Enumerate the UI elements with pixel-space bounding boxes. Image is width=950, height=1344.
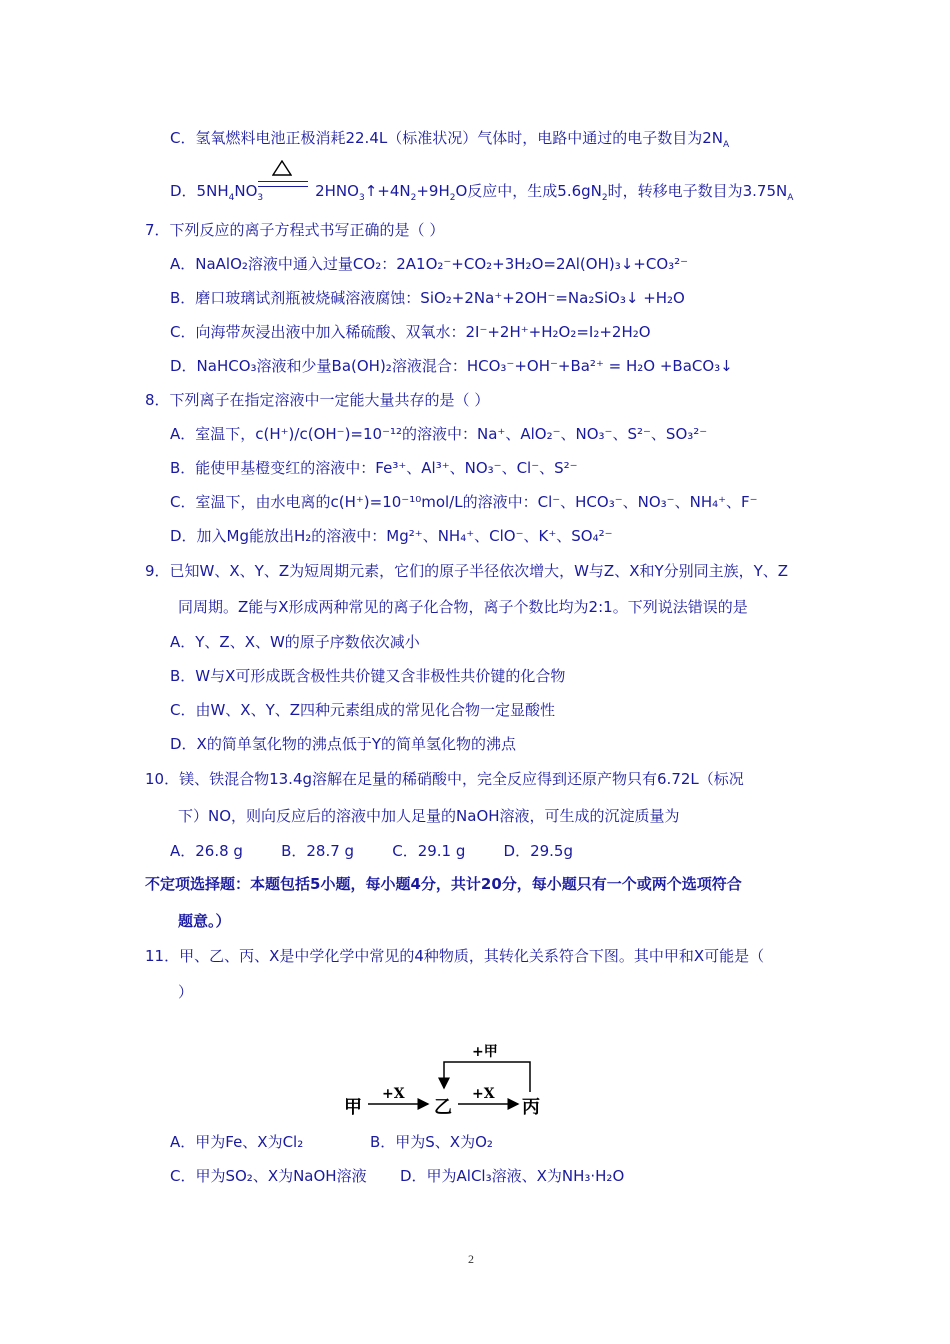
q8-option-d: D．加入Mg能放出H₂的溶液中：Mg²⁺、NH₄⁺、ClO⁻、K⁺、SO₄²⁻ — [170, 527, 613, 545]
q7-option-b: B．磨口玻璃试剂瓶被烧碱溶液腐蚀：SiO₂+2Na⁺+2OH⁻=Na₂SiO₃↓ +H₂O — [170, 289, 685, 307]
arrow2-label: +X — [472, 1086, 495, 1102]
section-heading-line1: 不定项选择题：本题包括5小题，每小题4分，共计20分，每小题只有一个或两个选项符合 — [145, 875, 742, 893]
conversion-diagram — [340, 1040, 550, 1120]
q7-stem: 7．下列反应的离子方程式书写正确的是（ ） — [145, 221, 445, 239]
section-heading-line2: 题意。） — [178, 912, 231, 930]
q9-option-a: A．Y、Z、X、W的原子序数依次减小 — [170, 633, 420, 651]
q10-stem-line2: 下）NO，则向反应后的溶液中加人足量的NaOH溶液，可生成的沉淀质量为 — [178, 807, 680, 825]
node-bing: 丙 — [522, 1097, 540, 1118]
loop-label: +甲 — [472, 1044, 498, 1060]
arrow1-label: +X — [382, 1086, 405, 1102]
q9-option-c: C．由W、X、Y、Z四种元素组成的常见化合物一定显酸性 — [170, 701, 556, 719]
q8-option-c: C．室温下，由水电离的c(H⁺)=10⁻¹⁰mol/L的溶液中：Cl⁻、HCO₃⁻、NO₃⁻、NH₄⁺、F⁻ — [170, 493, 758, 511]
q11-options-ab: A．甲为Fe、X为Cl₂ B．甲为S、X为O₂ — [170, 1133, 493, 1151]
page-number: 2 — [468, 1252, 474, 1266]
node-yi: 乙 — [434, 1097, 452, 1118]
q8-option-b: B．能使甲基橙变红的溶液中：Fe³⁺、Al³⁺、NO₃⁻、Cl⁻、S²⁻ — [170, 459, 578, 477]
q6-option-c: C．氢氧燃料电池正极消耗22.4L（标准状况）气体时，电路中通过的电子数目为$2N_A$ — [170, 129, 730, 150]
node-jia: 甲 — [344, 1097, 362, 1118]
q9-option-b: B．W与X可形成既含极性共价键又含非极性共价键的化合物 — [170, 667, 566, 685]
q9-option-d: D．X的简单氢化物的沸点低于Y的简单氢化物的沸点 — [170, 735, 516, 753]
q10-options: A．26.8 g B．28.7 g C．29.1 g D．29.5g — [170, 842, 573, 860]
q7-option-d: D．NaHCO₃溶液和少量Ba(OH)₂溶液混合：HCO₃⁻+OH⁻+Ba²⁺ = H₂O +BaCO₃↓ — [170, 357, 733, 375]
q11-options-cd: C．甲为SO₂、X为NaOH溶液 D．甲为AlCl₃溶液、X为NH₃·H₂O — [170, 1167, 625, 1185]
q11-stem-line2: ） — [178, 983, 194, 1001]
q9-stem-line2: 同周期。Z能与X形成两种常见的离子化合物，离子个数比均为2:1。下列说法错误的是 — [178, 598, 748, 616]
q7-option-c: C．向海带灰浸出液中加入稀硫酸、双氧水：2I⁻+2H⁺+H₂O₂=I₂+2H₂O — [170, 323, 651, 341]
q6-option-d: D．$5NH_4NO_3$ $2HNO_3↑+4N_2+9H_2O$反应中，生成$5.6gN_2$时，转移电子数目为$3.75N_A$ — [170, 182, 794, 203]
heat-triangle-icon — [272, 160, 292, 176]
q9-stem-line1: 9．已知W、X、Y、Z为短周期元素，它们的原子半径依次增大，W与Z、X和Y分别同主族，Y、Z — [145, 562, 789, 580]
q8-stem: 8．下列离子在指定溶液中一定能大量共存的是（ ） — [145, 391, 490, 409]
q10-stem-line1: 10．镁、铁混合物13.4g溶解在足量的稀硝酸中，完全反应得到还原产物只有6.72L（标况 — [145, 770, 744, 788]
q8-option-a: A．室温下，c(H⁺)/c(OH⁻)=10⁻¹²的溶液中：Na⁺、AlO₂⁻、NO₃⁻、S²⁻、SO₃²⁻ — [170, 425, 708, 443]
q11-stem-line1: 11．甲、乙、丙、X是中学化学中常见的4种物质，其转化关系符合下图。其中甲和X可能是（ — [145, 947, 765, 965]
q7-option-a: A．NaAlO₂溶液中通入过量CO₂：2A1O₂⁻+CO₂+3H₂O=2Al(OH)₃↓+CO₃²⁻ — [170, 255, 689, 273]
